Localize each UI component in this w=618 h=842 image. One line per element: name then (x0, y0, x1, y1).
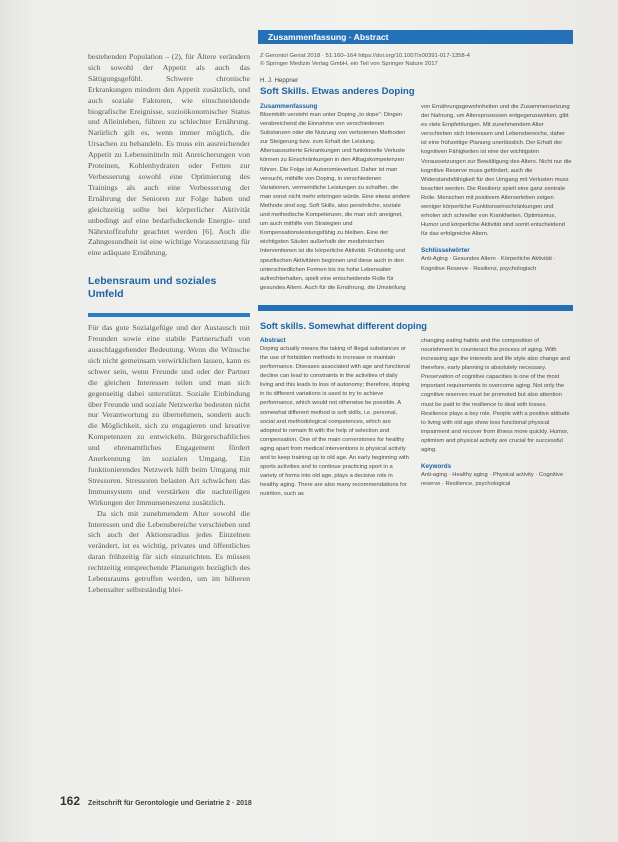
keywords-text: Anti-Aging · Gesundes Altern · Körperliche Aktivität · Kognitive Reserve · Resilienz, psychologisch (421, 256, 556, 272)
page-footer (60, 794, 360, 808)
section-heading: Lebensraum und soziales Umfeld (88, 275, 217, 301)
abstract-text: changing eating habits and the composition of nourishment to counteract the process of aging. With increasing age the interests and life style also change and therefore, early planning is absolutely necessary. Preservation of cognitive capacities is one of the most important requirements to overcome aging. Not only the cognitive reserves must be promoted but also attention must be paid to the resilience to deal with losses. Resilience plays a key role. People with a positive attitude to living with old age show less functional physical impairment and recover from illness more quickly. Humor, optimism and physical activity are crucial for successful aging. (421, 337, 570, 453)
abstract-heading: Zusammenfassung (260, 103, 318, 110)
keywords-heading: Schlüsselwörter (421, 247, 470, 255)
english-title: Soft skills. Somewhat different doping (260, 320, 427, 331)
body-paragraph: Da sich mit zunehmendem Alter sowohl die Interessen und die Lebensbereiche verschieben und sich auch der Aktionsradius jedes Einzelnen verändert, ist es wichtig, privates und öffentliches daran frühzeitig für sich einzurichten. Es müssen rechtzeitig entsprechende Planungen bezüglich des Lebensraums getroffen werden, um im höheren Lebensalter selbstständig blei- (88, 508, 250, 594)
abstract-text: Bloembith versteht man unter Doping „to dope“: Dingen verabreichend die Einnahme von verschiedenen Substanzen oder die Nutzung von verbotenen Methoden zur Steigerung bzw. zum Erhalt der Leistung. Altersassoziierte Erkrankungen und funktionelle Verluste können zu Einschränkungen in den Alltagskompetenzen führen. Die Folge ist Autonomieverlust. Daher ist man versucht, mithilfe von Doping, in verschiedenen Variationen, vermeintliche Leistungen zu schaffen, die man sonst nicht mehr erbringen würde. Eine etwas andere Methode sind sog. Soft Skills, also persönliche, soziale und methodische Kompetenzen, die man sich aneignet, um auch mithilfe von Strategien und Kompensationsleistungsfähig zu bleiben. Eine der wichtigsten Säulen außerhalb der medizinischen Interventionen ist die körperliche Aktivität. Frühzeitig und spezifischen Aktivitäten beginnen und diese auch in den unterschiedlichen Formen bis ins hohe Lebensalter aufrechterhalten, spielt eine entscheidende Rolle für gesundes Altern. Auch für die Ernährung, die Umstellung (260, 112, 411, 291)
left-text-column (88, 52, 250, 596)
section-heading-box (88, 265, 250, 317)
body-paragraph: bestehenden Population – (2), für Ältere verändern sich sowohl der Appetit als auch das Sättigungsgefühl. Schwere chronische Erkrankungen mindern den Appetit zusätzlich, und auch soziale Faktoren, wie einschneidende biografische Ereignisse, sozioökonomischer Status und Alleinleben, führen zu schlechter Ernährung. Natürlich gilt es, wenn immer möglich, die Ursachen zu behandeln. Es muss ein ausreichender Appetit zu Lebensmitteln mit Anreicherungen von Proteinen, Kohlenhydraten oder Fetten zur Verbesserung sowohl eine Optimierung des Trainings als auch eine Verbesserung der Ernährung der Senioren zur Folge haben und gleichzeitig sollte bei körperlicher Aktivität unbedingt auf eine bedarfsdeckende Energie- und Nährstoffzufuhr geachtet werden [6]. Auch die Zahngesundheit ist eine wichtige Voraussetzung für eine adäquate Ernährung. (88, 52, 250, 258)
german-title: Soft Skills. Etwas anderes Doping (260, 86, 415, 97)
abstract-text: von Ernährungsgewohnheiten und die Zusammensetzung der Nahrung, um Altersprozessen entgegenzuwirken, gibt es viele Empfehlungen. Mit zunehmendem Alter verschieben sich Interessen und Lebensbereiche, daher ist eine frühzeitige Planung unerlässlich. Der Erhalt der kognitiven Fähigkeiten ist eine der wichtigsten Voraussetzungen zur Bewältigung des Alters. Nicht nur die kognitive Reserve muss gefördert, auch die Widerstandsfähigkeit für den Umgang mit Verlusten muss beachtet werden. Die Resilienz spielt eine ganz zentrale Rolle. Menschen mit positivem Alterserleben zeigen weniger körperliche Funktionseinschränkungen und erholen sich schneller von Krankheiten. Optimismus, Humor und körperliche Aktivität sind somit entscheidend für das erfolgreiche Altern. (421, 104, 572, 238)
english-abstract-box (258, 305, 573, 500)
abstract-text: Doping actually means the taking of illegal substances or the use of forbidden methods to increase or maintain performance. Diseases associated with age and functional decline can lead to constraints in the activities of daily living and this leads to loss of autonomy; therefore, doping in its different variations is used to try to achieve performance, which would not otherwise be possible. A somewhat different method is soft skills, i.e. personal, social and methodological competences, which are adopted to remain fit with the help of selection and compensation. One of the main cornerstones for healthy aging apart from medical interventions is physical activity and to keep training up to old age. An early beginning with sports activities and to continue practicing sport in a variety of forms into old age, plays a decisive role in healthy aging. There are also many recommendations for nutrition, such as (260, 345, 410, 498)
abstract-column (258, 30, 573, 499)
abstract-col-left (260, 337, 411, 500)
abstract-col-left (260, 103, 411, 293)
journal-name: Zeitschrift für Gerontologie und Geriatrie 2 · 2018 (88, 800, 252, 807)
german-abstract (260, 103, 573, 293)
keywords-text: Anti-aging · Healthy aging · Physical activity · Cognitive reserve · Resilience, psychological (421, 472, 564, 488)
abstract-banner: Zusammenfassung · Abstract (258, 30, 573, 44)
body-paragraph: Für das gute Sozialgefüge und der Austausch mit Freunden sowie eine stabile Partnerschaft von ausschlaggebender Bedeutung. Wenn die Wünsche sich nicht gemeinsam verwirklichen lassen, kann es schwer sein, wenn Freunde und oder der Partner die gleichen Interessen teilen und man sich gegenseitig dabei unterstützt. Soziale Einbindung über Freunde und soziale Netzwerke bedeuten nicht nur Verantwortung zu übernehmen, sondern auch die Möglichkeit, sich zu engagieren und kreative Kompetenzen zu entwickeln. Bürgerschaftliches und ehrenamtliches Engagement fördert Anerkennung im sozialen Umgang. Ein funktionierendes Netzwerk hilft beim Umgang mit Stressoren. Stressoren belasten Art schwächen das Immunsystem und verstärken die nachteiligen Wirkungen der Immunseneszenz zusätzlich. (88, 323, 250, 507)
author-name: H. J. Heppner (260, 77, 299, 84)
citation-line: Z Gerontol Geriat 2018 · 51:160–164 https://doi.org/10.1007/s00391-017-1358-4 (260, 53, 470, 59)
copyright-line: © Springer Medizin Verlag GmbH, ein Teil von Springer Nature 2017 (260, 61, 438, 67)
english-abstract (260, 337, 573, 500)
abstract-col-right (421, 337, 572, 500)
keywords-heading: Keywords (421, 463, 452, 471)
abstract-heading: Abstract (260, 336, 286, 344)
page-number: 162 (60, 794, 81, 808)
abstract-col-right (421, 103, 572, 293)
